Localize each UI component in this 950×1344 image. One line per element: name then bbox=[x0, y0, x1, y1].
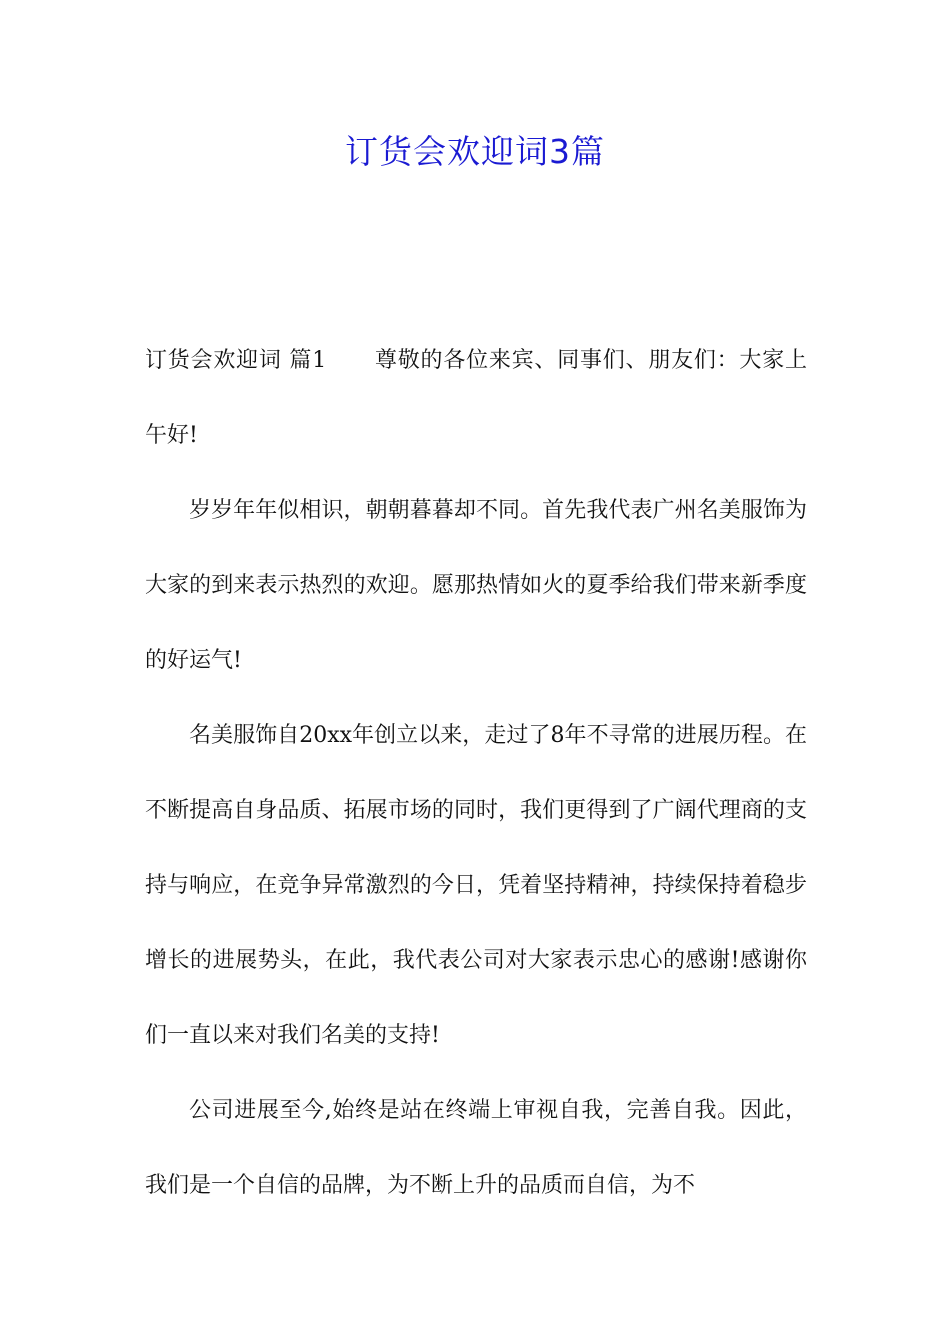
section-heading: 订货会欢迎词 篇1 bbox=[145, 348, 327, 373]
salutation: 尊敬的各位来宾、同事们、朋友们：大家上午好! bbox=[145, 348, 807, 448]
document-body bbox=[145, 323, 807, 1223]
paragraph: 名美服饰自20xx年创立以来，走过了8年不寻常的进展历程。在不断提高自身品质、拓展市场的同时，我们更得到了广阔代理商的支持与响应，在竞争异常激烈的今日，凭着坚持精神，持续保持着稳步增长的进展势头，在此，我代表公司对大家表示忠心的感谢!感谢你们一直以来对我们名美的支持! bbox=[145, 723, 807, 1048]
paragraph: 公司进展至今,始终是站在终端上审视自我，完善自我。因此，我们是一个自信的品牌，为不断上升的品质而自信，为不 bbox=[145, 1098, 807, 1198]
opening-paragraph bbox=[145, 323, 807, 473]
document-title: 订货会欢迎词3篇 bbox=[345, 132, 605, 171]
paragraph: 岁岁年年似相识，朝朝暮暮却不同。首先我代表广州名美服饰为大家的到来表示热烈的欢迎。愿那热情如火的夏季给我们带来新季度的好运气! bbox=[145, 498, 807, 673]
